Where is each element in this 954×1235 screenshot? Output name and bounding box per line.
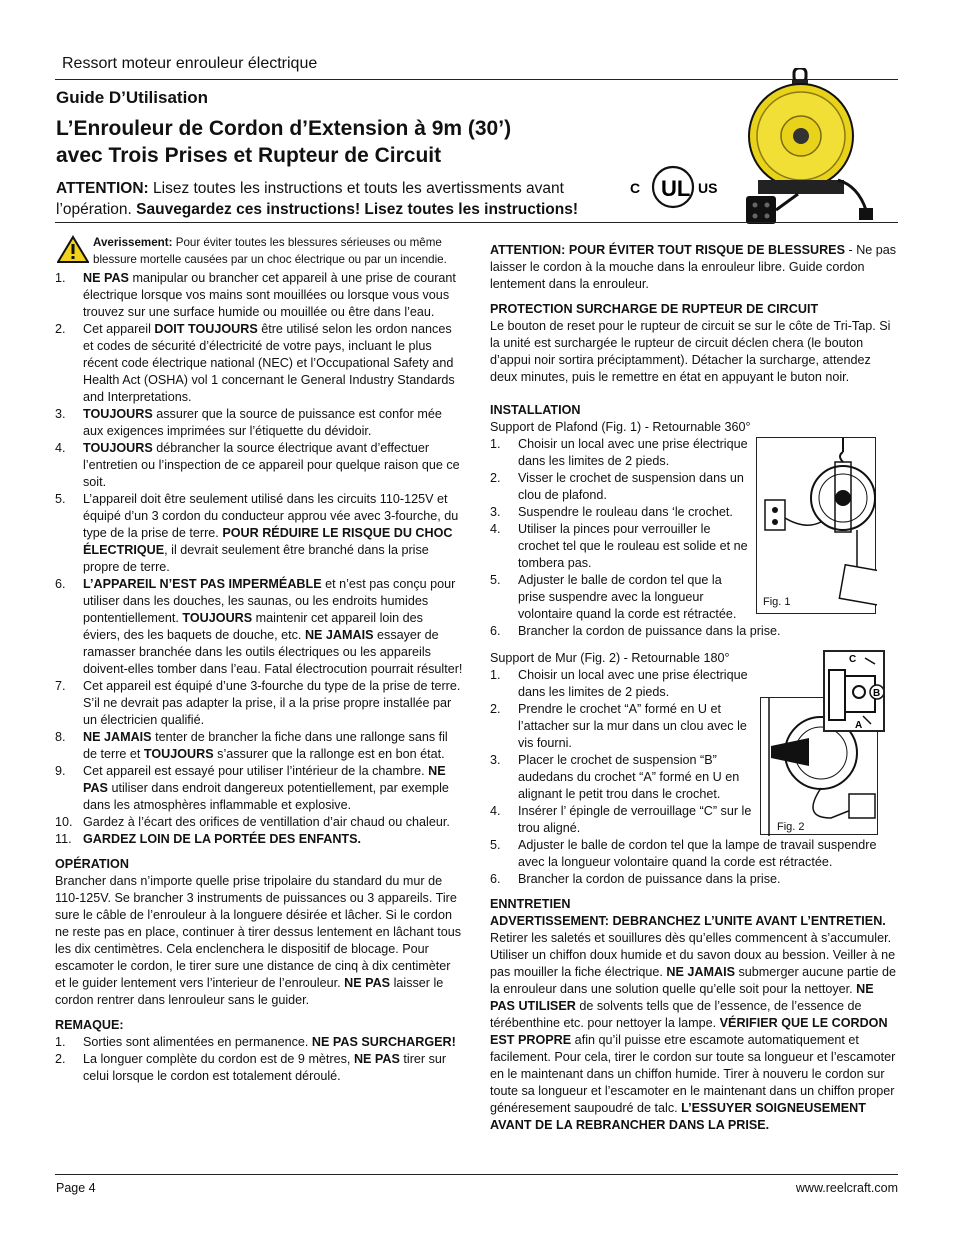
- text-run: débrancher la source électrique avant d’effectuer l’entretien ou l’inspection de ce appareil pour quelque raison que ce soit.: [83, 441, 460, 489]
- text-run: Cet appareil est essayé pour utiliser l’intérieur de la chambre.: [83, 764, 429, 778]
- figure-1-label: Fig. 1: [763, 596, 791, 608]
- list-text: Choisir un local avec une prise électrique dans les limites de 2 pieds.: [518, 437, 748, 468]
- right-attention: [490, 242, 900, 293]
- text-run: afin qu’il puisse etre escamote automatiquement et facilement. Pour cela, tirer le cordon sur toute sa longueur et l’escamoter en le maintenant dans un chiffon humide. Tirer à nouveru le cordon sur toute sa longueur et l’escamoter en le maintenant dans un chiffon proper généresement saupoudré de talc.: [490, 1033, 896, 1115]
- warning-triangle-icon: [57, 235, 89, 263]
- remarque-heading: REMAQUE:: [55, 1018, 124, 1032]
- list-number: 6.: [55, 577, 66, 591]
- figure-1: [756, 437, 876, 614]
- list-item: [490, 623, 900, 640]
- list-item: [490, 667, 752, 701]
- installation-heading: INSTALLATION: [490, 403, 581, 417]
- list-number: 5.: [490, 573, 501, 587]
- warning-text: Pour éviter toutes les blessures sérieuses ou même blessure mortelle causées par un choc électrique ou par un incendie.: [93, 236, 447, 266]
- warning-block: [55, 234, 463, 268]
- list-item: [490, 871, 900, 888]
- text-run: Sorties sont alimentées en permanence.: [83, 1035, 312, 1049]
- list-number: 1.: [490, 668, 501, 682]
- website-url: www.reelcraft.com: [795, 1181, 898, 1195]
- list-number: 3.: [490, 505, 501, 519]
- text-run: Cet appareil est équipé d’une 3-fourche du type de la prise de terre. S’il ne devrait pas adapter la prise, il a la prise propre installée par un électricien qualifié.: [83, 679, 461, 727]
- ceiling-intro: Support de Plafond (Fig. 1) - Retournable 360°: [490, 420, 751, 434]
- footer-rule: [55, 1174, 898, 1175]
- list-number: 4.: [490, 804, 501, 818]
- bold-text: NE JAMAIS: [83, 730, 152, 744]
- title-line-2: avec Trois Prises et Rupteur de Circuit: [56, 144, 442, 167]
- text-run: manipular ou brancher cet appareil à une prise de courant électrique lorsque vos mains sont mouillées ou lorsque vous vous trouvez sur une surface humide ou mouillée ou être dans l’eau.: [83, 271, 456, 319]
- maintenance-warning: ADVERTISSEMENT: DEBRANCHEZ L’UNITE AVANT L’ENTRETIEN.: [490, 914, 886, 928]
- list-number: 5.: [55, 492, 66, 506]
- text-run: tirer sur celui lorsque le cordon est totalement déroulé.: [83, 1052, 447, 1083]
- text-run: maintenir cet appareil loin des éviers, des les baquets de douche, etc.: [83, 611, 423, 642]
- bold-text: NE PAS: [353, 1052, 400, 1066]
- list-number: 6.: [490, 624, 501, 638]
- list-item: [55, 1051, 463, 1085]
- list-item: [55, 729, 463, 763]
- title-rule: [55, 222, 898, 223]
- list-item: [55, 491, 463, 576]
- list-number: 1.: [490, 437, 501, 451]
- operation-body: Brancher dans n’importe quelle prise tripolaire du standard du mur de 110-125V. Se brancher 3 instruments de puissances ou 3 appareils. Tire sure le câble de l’enrouleur à la longuere désirée et lâcher. Si le cordon ne reste pas en place, continuer à tirer dessus lentement en lâchant tous les dix centimètres. Cela enclenchera le dispositif de blocage. Pour escamoter le cordon, le tirer sure une distance de cinq à dix centimèter et le guider lentement vers l’interieur de l’enrouleur.: [55, 874, 462, 990]
- text-run: Gardez à l’écart des orifices de ventillation d’air chaud ou chaleur.: [83, 815, 450, 829]
- protection-heading: PROTECTION SURCHARGE DE RUPTEUR DE CIRCUIT: [490, 302, 819, 316]
- list-item: [490, 752, 752, 803]
- list-number: 3.: [490, 753, 501, 767]
- text-run: assurer que la source de puissance est confor mée aux exigences imprimées sur l’étiquette du dévidoir.: [83, 407, 442, 438]
- figure-2-label: Fig. 2: [777, 821, 805, 833]
- attention-label: ATTENTION:: [56, 180, 149, 197]
- figure-2-inset: [823, 650, 885, 732]
- list-item: [55, 321, 463, 406]
- text-run: utiliser dans endroit dangereux potentiellement, par exemple dans les atmosphères inflammable et explosive.: [83, 781, 449, 812]
- bold-text: NE JAMAIS: [304, 628, 374, 642]
- list-number: 8.: [55, 730, 66, 744]
- list-number: 2.: [55, 322, 66, 336]
- text-run: , il devrait seulement être branché dans la prise propre de terre.: [83, 543, 429, 574]
- list-number: 6.: [490, 872, 501, 886]
- bold-text: L’ESSUYER SOIGNEUSEMENT AVANT DE LA REBRANCHER DANS LA PRISE.: [490, 1101, 866, 1132]
- text-run: essayer de ramasser branchée dans les outils électriques ou les appareils doivent-elles tomber dans l’eau. Fatal électrocution pourrait résulter!: [83, 628, 463, 676]
- list-number: 4.: [55, 441, 66, 455]
- list-item: [490, 803, 752, 837]
- safety-list: [55, 270, 463, 848]
- list-number: 7.: [55, 679, 66, 693]
- guide-label: Guide D’Utilisation: [56, 88, 209, 107]
- inset-letter-b: B: [873, 688, 881, 699]
- protection-text: Le bouton de reset pour le rupteur de circuit se sur le côte de Tri-Tap. Si la unité est surchargée le rupteur de circuit déclen chera (le bouton d’appui noir sortira préciptamment). Détacher la surcharge, attendez deux minutes, puis le remettre en état en appuyant le buton noir.: [490, 319, 891, 384]
- attention-notice: [56, 178, 636, 220]
- wall-intro: Support de Mur (Fig. 2) - Retournable 180°: [490, 651, 730, 665]
- list-item: [55, 576, 463, 678]
- list-text: Visser le crochet de suspension dans un clou de plafond.: [518, 471, 744, 502]
- list-item: [490, 470, 752, 504]
- operation-body-2: laisser le cordon rentrer dans lenrouleur sans le guider.: [55, 976, 444, 1007]
- list-item: [490, 504, 752, 521]
- bold-text: NE PAS SURCHARGER!: [311, 1035, 456, 1049]
- list-number: 4.: [490, 522, 501, 536]
- list-item: [490, 572, 752, 623]
- list-item: [55, 678, 463, 729]
- list-number: 11.: [55, 832, 72, 846]
- list-item: [490, 701, 752, 752]
- section-title: Ressort moteur enrouleur électrique: [62, 55, 318, 72]
- text-run: être utilisé selon les ordon nances et codes de sécurité d’électricité de votre pays, incluant le plus récent code électrique national (NEC) et l’Occupational Safety and Health Act (OSHA) vol 1 concernant le General Industry Standards and Interpretations.: [83, 322, 455, 404]
- bold-text: TOUJOURS: [83, 407, 153, 421]
- inset-letter-c: C: [849, 654, 857, 665]
- list-text: Suspendre le rouleau dans ‘le crochet.: [518, 505, 733, 519]
- list-number: 10.: [55, 815, 73, 829]
- list-number: 3.: [55, 407, 66, 421]
- list-text: Adjuster le balle de cordon tel que la prise suspendre avec la longueur volontaire quand la corde est rétractée.: [518, 573, 737, 621]
- list-number: 2.: [490, 702, 501, 716]
- text-run: s’assurer que la rallonge est en bon état.: [213, 747, 445, 761]
- ul-us-letters: US: [698, 180, 718, 196]
- bold-text: GARDEZ LOIN DE LA PORTÉE DES ENFANTS.: [83, 832, 362, 846]
- list-item: [490, 837, 900, 871]
- right-attention-bold: ATTENTION: POUR ÉVITER TOUT RISQUE DE BLESSURES: [490, 243, 845, 257]
- text-run: Cet appareil: [83, 322, 155, 336]
- operation-heading: OPÉRATION: [55, 857, 129, 871]
- text-run: La longuer complète du cordon est de 9 mètres,: [83, 1052, 354, 1066]
- maintenance-text: [490, 930, 900, 1134]
- bold-text: POUR RÉDUIRE LE RISQUE DU CHOC ÉLECTRIQUE: [83, 526, 453, 557]
- list-number: 1.: [55, 271, 66, 285]
- bold-text: NE JAMAIS: [666, 965, 735, 979]
- page-title: [56, 115, 616, 169]
- bold-text: L’APPAREIL N’EST PAS IMPERMÉABLE: [83, 577, 322, 591]
- list-number: 5.: [490, 838, 501, 852]
- text-run: Retirer les saletés et souillures dès qu’elles commencent à s’accumuler. Utiliser un chiffon doux humide et du savon doux au bession. Veiller à ne pas mouiller la fiche électrique.: [490, 931, 896, 979]
- bold-text: TOUJOURS: [143, 747, 214, 761]
- ul-c-letter: C: [630, 180, 641, 196]
- list-item: [55, 440, 463, 491]
- bold-text: NE PAS UTILISER: [490, 982, 874, 1013]
- list-text: Insérer l’ épingle de verrouillage “C” sur le trou aligné.: [518, 804, 752, 835]
- warning-label: Averissement:: [93, 236, 173, 249]
- list-item: [490, 521, 752, 572]
- right-attention-text: - Ne pas laisser le cordon à la mouche dans la enrouleur libre. Guide cordon lentement dans la enrouleur.: [490, 243, 897, 291]
- list-text: Adjuster le balle de cordon tel que la lampe de travail suspendre avec la longueur volontaire quand la corde est rétractée.: [518, 838, 877, 869]
- text-run: submerger aucune partie de la enrouleur dans une solution quelle qu’elle soit pour la nettoyer.: [490, 965, 897, 996]
- list-text: Prendre le crochet “A” formé en U et l’attacher sur la mur dans un clou avec le vis fourni.: [518, 702, 747, 750]
- list-item: [55, 270, 463, 321]
- list-text: Brancher la cordon de puissance dans la prise.: [518, 872, 781, 886]
- ul-listed-logo: [628, 163, 718, 211]
- text-run: tenter de brancher la fiche dans une rallonge sans fil de terre et: [83, 730, 448, 761]
- list-text: Utiliser la pinces pour verrouiller le crochet tel que le rouleau est solide et ne tombera pas.: [518, 522, 748, 570]
- list-text: Brancher la cordon de puissance dans la prise.: [518, 624, 781, 638]
- page-number: Page 4: [56, 1181, 96, 1195]
- cord-reel-illustration: [738, 68, 878, 228]
- text-run: et n’est pas conçu pour utiliser dans les douches, les saunas, ou les endroits humides pontentiellement.: [83, 577, 456, 625]
- maintenance-heading: ENNTRETIEN: [490, 897, 571, 911]
- left-column: [55, 234, 463, 1085]
- list-text: Placer le crochet de suspension “B” audedans du crochet “A” formé en U en alignant le petit trou dans le crochet.: [518, 753, 740, 801]
- attention-bold-text: Sauvegardez ces instructions! Lisez toutes les instructions!: [136, 201, 579, 218]
- list-item: [55, 1034, 463, 1051]
- list-text: Choisir un local avec une prise électrique dans les limites de 2 pieds.: [518, 668, 748, 699]
- inset-letter-a: A: [855, 720, 863, 730]
- list-number: 2.: [490, 471, 501, 485]
- bold-text: NE PAS: [83, 764, 446, 795]
- operation-bold: NE PAS: [344, 976, 391, 990]
- bold-text: VÉRIFIER QUE LE CORDON EST PROPRE: [490, 1016, 888, 1047]
- ul-letters: UL: [661, 176, 691, 201]
- list-number: 1.: [55, 1035, 66, 1049]
- attention-text: Lisez toutes les instructions et touts les avertissments avant l’opération.: [56, 180, 564, 218]
- bold-text: TOUJOURS: [182, 611, 253, 625]
- text-run: L’appareil doit être seulement utilisé dans les circuits 110-125V et équipé d’un 3 cordon du conducteur approu vée avec 3-fourche, du type de la prise de terre.: [83, 492, 459, 540]
- operation-text: [55, 873, 463, 1009]
- title-line-1: L’Enrouleur de Cordon d’Extension à 9m (30’): [56, 117, 512, 140]
- list-item: [490, 436, 752, 470]
- bold-text: NE PAS: [83, 271, 129, 285]
- list-item: [55, 763, 463, 814]
- remarque-list: [55, 1034, 463, 1085]
- list-number: 2.: [55, 1052, 66, 1066]
- list-item: [55, 406, 463, 440]
- list-item: [55, 831, 463, 848]
- list-item: [55, 814, 463, 831]
- bold-text: DOIT TOUJOURS: [154, 322, 258, 336]
- list-number: 9.: [55, 764, 66, 778]
- bold-text: TOUJOURS: [83, 441, 153, 455]
- text-run: de solvents tells que de l’essence, de l’essence de térébenthine etc. pour nettoyer la lampe.: [490, 999, 862, 1030]
